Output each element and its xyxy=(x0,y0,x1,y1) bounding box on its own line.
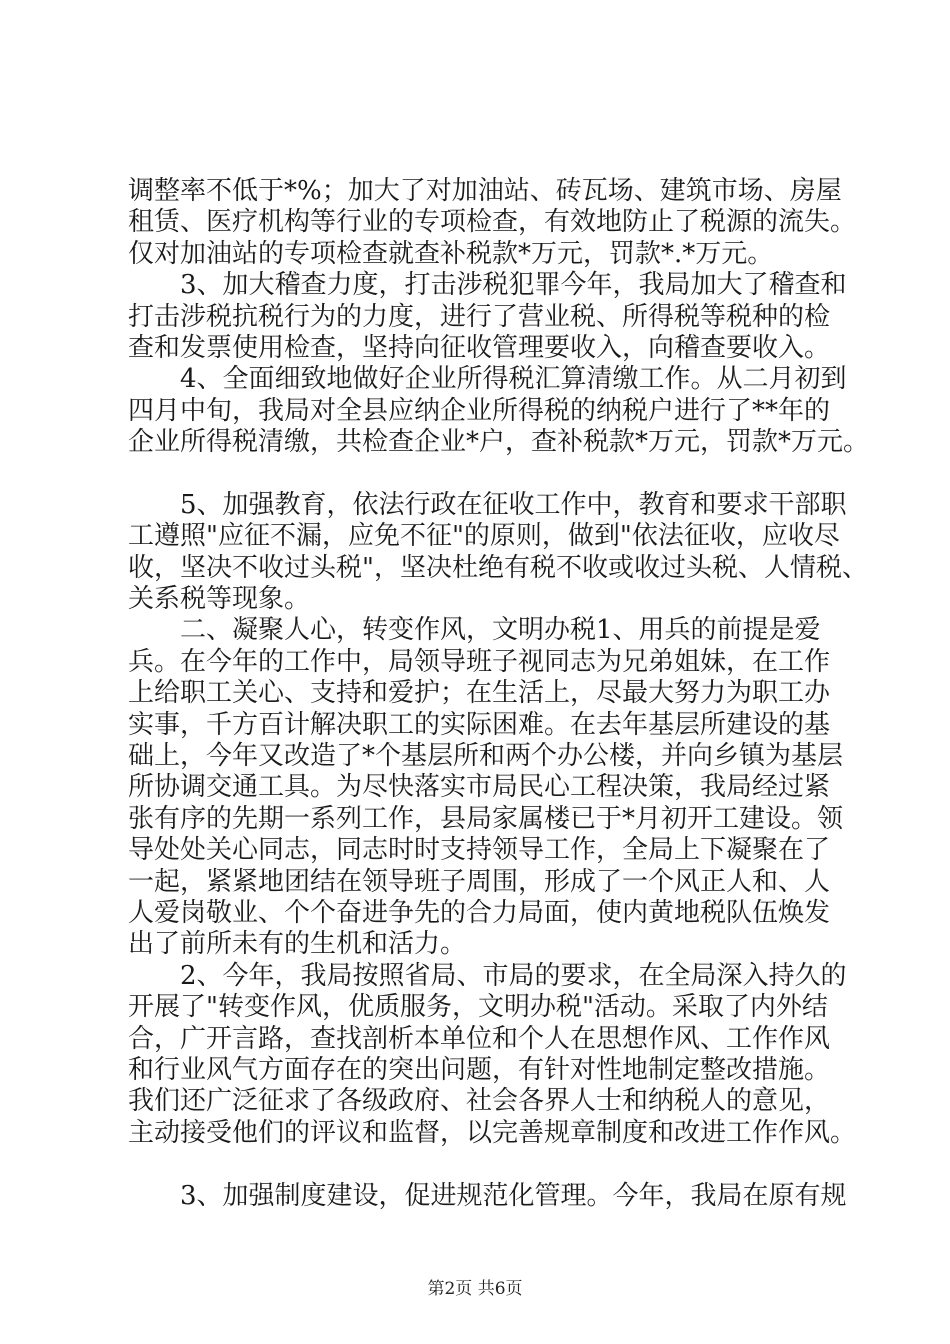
text-line: 兵。在今年的工作中，局领导班子视同志为兄弟姐妹，在工作 xyxy=(128,646,831,677)
text-line: 调整率不低于*%；加大了对加油站、砖瓦场、建筑市场、房屋 xyxy=(128,176,842,206)
text-line: 张有序的先期一系列工作，县局家属楼已于*月初开工建设。领 xyxy=(128,803,844,834)
paragraph-gap xyxy=(128,1149,828,1180)
document-body xyxy=(128,176,870,1212)
text-line: 我们还广泛征求了各级政府、社会各界人士和纳税人的意见， xyxy=(128,1086,831,1117)
page-footer: 第2页 共6页 xyxy=(427,1279,523,1299)
text-line: 础上，今年又改造了*个基层所和两个办公楼，并向乡镇为基层 xyxy=(128,741,844,772)
text-line: 出了前所未有的生机和活力。 xyxy=(128,929,467,960)
text-line: 5、加强教育，依法行政在征收工作中，教育和要求干部职 xyxy=(128,489,847,520)
text-line: 4、全面细致地做好企业所得税汇算清缴工作。从二月初到 xyxy=(128,364,847,395)
text-line: 合，广开言路，查找剖析本单位和个人在思想作风、工作作风 xyxy=(128,1023,831,1054)
text-line: 企业所得税清缴，共检查企业*户，查补税款*万元，罚款*万元。 xyxy=(128,427,870,458)
text-line: 关系税等现象。 xyxy=(128,584,311,615)
text-line: 一起，紧紧地团结在领导班子周围，形成了一个风正人和、人 xyxy=(128,866,831,897)
text-line: 租赁、医疗机构等行业的专项检查，有效地防止了税源的流失。 xyxy=(128,207,857,238)
text-line: 四月中旬，我局对全县应纳企业所得税的纳税户进行了**年的 xyxy=(128,395,831,426)
text-line: 上给职工关心、支持和爱护；在生活上，尽最大努力为职工办 xyxy=(128,678,831,709)
text-line: 收，坚决不收过头税"，坚决杜绝有税不收或收过头税、人情税、 xyxy=(128,552,868,583)
text-line: 工遵照"应征不漏，应免不征"的原则，做到"依法征收，应收尽 xyxy=(128,521,840,552)
text-line: 二、凝聚人心，转变作风，文明办税1、用兵的前提是爱 xyxy=(128,615,821,646)
text-line: 人爱岗敬业、个个奋进争先的合力局面，使内黄地税队伍焕发 xyxy=(128,897,831,928)
text-line: 仅对加油站的专项检查就查补税款*万元，罚款*.*万元。 xyxy=(128,238,774,269)
text-line: 查和发票使用检查，坚持向征收管理要收入，向稽查要收入。 xyxy=(128,332,831,363)
text-line: 所协调交通工具。为尽快落实市局民心工程决策，我局经过紧 xyxy=(128,772,831,803)
text-line: 实事，千方百计解决职工的实际困难。在去年基层所建设的基 xyxy=(128,709,831,740)
text-line: 和行业风气方面存在的突出问题，有针对性地制定整改措施。 xyxy=(128,1054,831,1085)
text-line: 3、加强制度建设，促进规范化管理。今年，我局在原有规 xyxy=(128,1180,847,1211)
text-line: 2、今年，我局按照省局、市局的要求，在全局深入持久的 xyxy=(128,960,847,991)
text-line: 打击涉税抗税行为的力度，进行了营业税、所得税等税种的检 xyxy=(128,301,831,332)
text-line: 导处处关心同志，同志时时支持领导工作，全局上下凝聚在了 xyxy=(128,835,831,866)
paragraph-gap xyxy=(128,459,828,490)
text-line: 主动接受他们的评议和监督，以完善规章制度和改进工作作风。 xyxy=(128,1117,857,1148)
text-line: 3、加大稽查力度，打击涉税犯罪今年，我局加大了稽查和 xyxy=(128,270,847,301)
text-line: 开展了"转变作风，优质服务，文明办税"活动。采取了内外结 xyxy=(128,992,828,1023)
